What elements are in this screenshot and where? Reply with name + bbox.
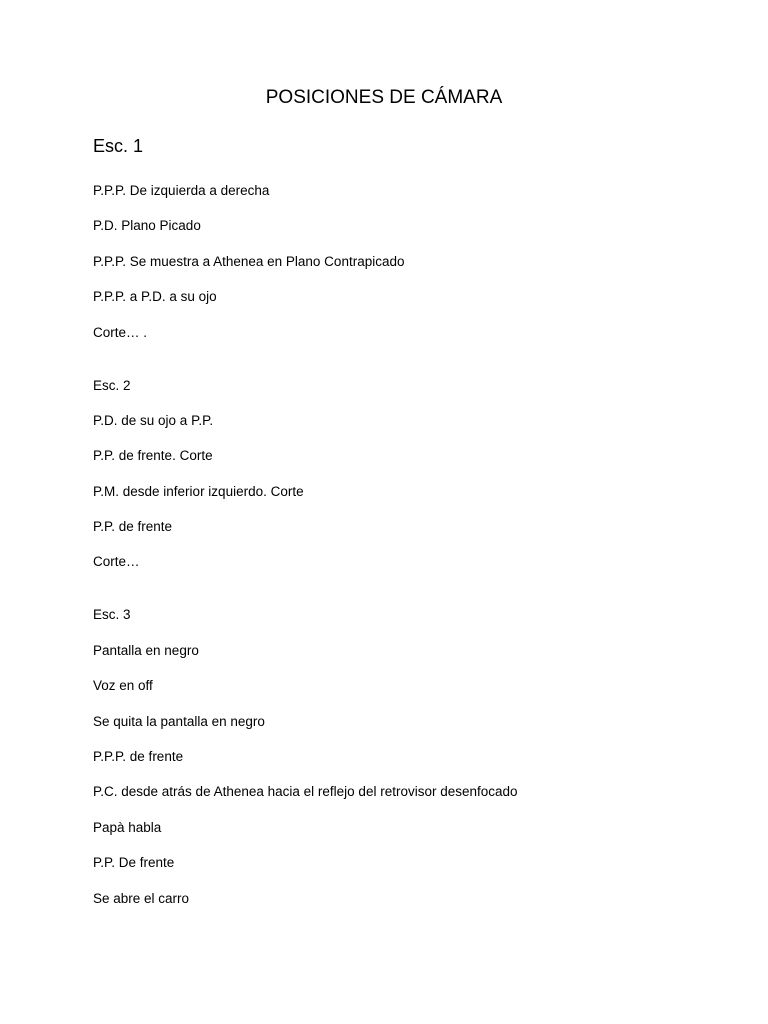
scene-1-line: P.P.P. a P.D. a su ojo: [93, 289, 217, 304]
scene-3-line: Pantalla en negro: [93, 643, 199, 658]
scene-3-line: Se abre el carro: [93, 891, 190, 906]
scene-3-line: P.C. desde atrás de Athenea hacia el reflejo del retrovisor desenfocado: [93, 784, 518, 799]
scene-3-line: Voz en off: [93, 678, 153, 693]
scene-3-line: Papà habla: [93, 820, 162, 835]
scene-1-line: P.P.P. De izquierda a derecha: [93, 183, 270, 198]
scene-2-line: P.D. de su ojo a P.P.: [93, 413, 214, 428]
scene-1-heading: Esc. 1: [93, 136, 144, 156]
scene-2-line: P.M. desde inferior izquierdo. Corte: [93, 484, 304, 499]
scene-2-line: P.P. de frente. Corte: [93, 448, 213, 463]
page-title: POSICIONES DE CÁMARA: [265, 87, 503, 108]
scene-1-line: P.D. Plano Picado: [93, 218, 201, 233]
scene-3-line: P.P. De frente: [93, 855, 175, 870]
scene-2-line: P.P. de frente: [93, 519, 173, 534]
scene-1-line: Corte… .: [93, 325, 148, 340]
scene-3-line: P.P.P. de frente: [93, 749, 184, 764]
scene-3-heading: Esc. 3: [93, 607, 131, 622]
scene-1-line: P.P.P. Se muestra a Athenea en Plano Contrapicado: [93, 254, 405, 269]
scene-3-line: Se quita la pantalla en negro: [93, 714, 265, 729]
scene-2-heading: Esc. 2: [93, 378, 131, 393]
scene-2-line: Corte…: [93, 554, 140, 569]
